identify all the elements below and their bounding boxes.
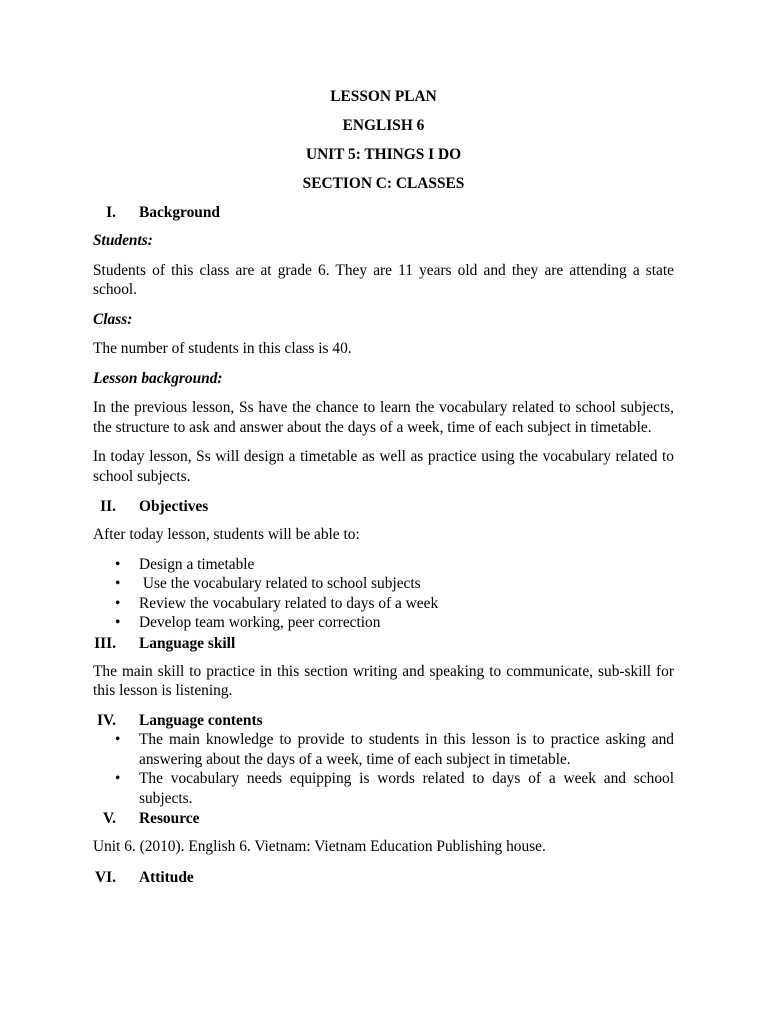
section-number: V. (103, 810, 116, 827)
lesson-background-text-1: In the previous lesson, Ss have the chance to learn the vocabulary related to school subjects, the structure to ask and answer about the days of a week, time of each subject in timetable. (93, 399, 674, 436)
section-number: IV. (97, 711, 116, 729)
section-heading-language-skill (93, 633, 674, 662)
title-block (93, 86, 674, 202)
section-number: II. (100, 498, 116, 515)
lesson-background-label: Lesson background: (93, 369, 223, 387)
list-item: • Review the vocabulary related to days of a week (115, 594, 439, 612)
list-item: • Use the vocabulary related to school subjects (115, 575, 421, 592)
language-contents-list (93, 730, 674, 808)
section-heading-background (93, 202, 674, 231)
students-label: Students: (93, 232, 153, 249)
bullet-icon: • (115, 731, 121, 748)
class-text: The number of students in this class is 40. (93, 340, 352, 357)
class-label: Class: (93, 310, 133, 328)
section-title: Resource (139, 810, 200, 827)
bullet-icon: • (115, 614, 121, 631)
bullet-icon: • (115, 575, 121, 592)
section-number: III. (94, 634, 116, 652)
bullet-icon: • (115, 594, 121, 612)
list-item: • Develop team working, peer correction (115, 614, 381, 631)
section-title: Language contents (139, 711, 263, 729)
objectives-intro: After today lesson, students will be able to: (93, 526, 360, 543)
bullet-icon: • (115, 770, 121, 787)
section-title: Attitude (139, 868, 194, 886)
title-subject: ENGLISH 6 (342, 117, 425, 134)
resource-text: Unit 6. (2010). English 6. Vietnam: Vietnam Education Publishing house. (93, 838, 546, 855)
section-heading-language-contents (93, 711, 674, 731)
section-heading-attitude (93, 867, 674, 896)
document-page (93, 86, 674, 896)
title-unit: UNIT 5: THINGS I DO (305, 146, 462, 163)
section-number: VI. (95, 868, 116, 886)
section-number: I. (106, 204, 116, 221)
lesson-background-text-2: In today lesson, Ss will design a timetable as well as practice using the vocabulary related to school subjects. (93, 448, 674, 485)
section-heading-resource (93, 808, 674, 837)
section-title: Language skill (139, 634, 236, 652)
language-skill-text: The main skill to practice in this section writing and speaking to communicate, sub-skill for this lesson is listening. (93, 662, 674, 699)
section-title: Objectives (139, 498, 209, 515)
objectives-list (93, 555, 674, 633)
title-section: SECTION C: CLASSES (302, 175, 465, 192)
section-heading-objectives (93, 496, 674, 525)
students-text: Students of this class are at grade 6. They are 11 years old and they are attending a state school. (93, 261, 674, 298)
list-item: • The main knowledge to provide to students in this lesson is to practice asking and answering about the days of a week, time of each subject in timetable. (115, 731, 674, 768)
list-item: • The vocabulary needs equipping is words related to days of a week and school subjects. (115, 770, 674, 807)
bullet-icon: • (115, 555, 121, 573)
list-item: • Design a timetable (115, 555, 255, 573)
section-title: Background (139, 204, 220, 221)
title-lesson-plan: LESSON PLAN (330, 88, 437, 105)
